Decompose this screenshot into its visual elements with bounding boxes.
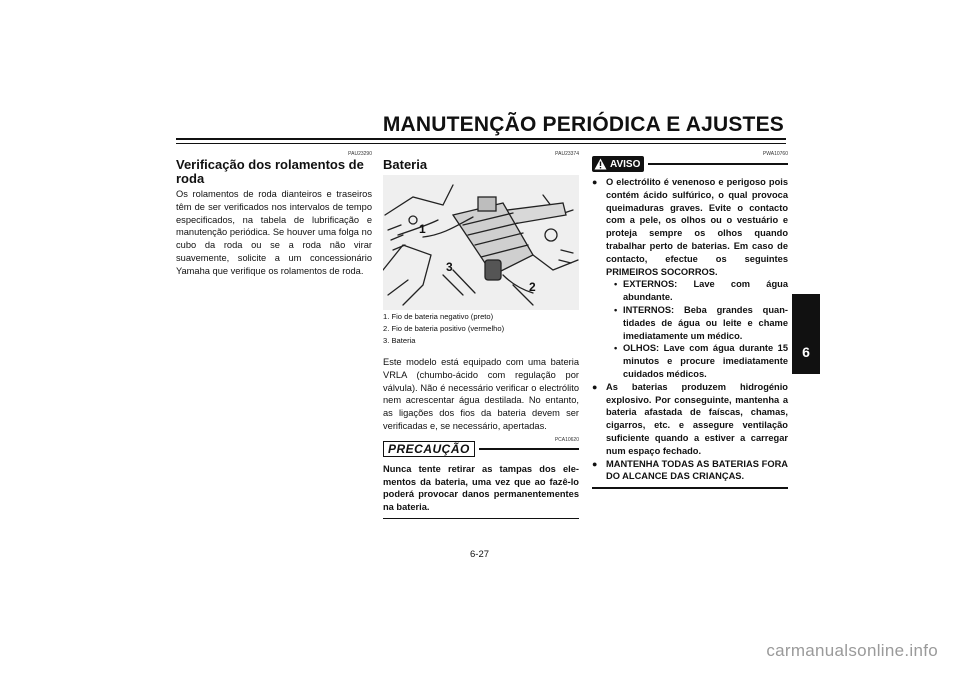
- sub-mark: •: [614, 304, 618, 315]
- callout-2: 2: [529, 280, 536, 294]
- caution-rule: [479, 448, 579, 450]
- warning-badge: [592, 156, 644, 172]
- column-warning: [592, 150, 788, 489]
- sub-text: EXTERNOS: Lave com água abundante.: [623, 279, 788, 303]
- battery-figure: [383, 175, 579, 310]
- column-battery: [383, 150, 579, 519]
- page-number: 6-27: [470, 549, 490, 560]
- warning-bullet: [592, 176, 788, 278]
- caption-item: 1. Fio de bateria negativo (preto): [383, 312, 494, 321]
- warning-end-rule: [592, 487, 788, 489]
- title-rule: [176, 138, 786, 140]
- bullet-mark: ●: [592, 458, 598, 469]
- bullet-text: As baterias produzem hidrogénio explosivo. Por conseguinte, mantenha a bateria afastada de faíscas, chamas, cigarros, etc. e assegure ventilação suficiente quando a estiver a carregar num espaço fechado.: [606, 381, 788, 456]
- warning-subitem: [592, 342, 788, 380]
- caution-label: PRECAUÇÃO: [383, 441, 475, 457]
- warning-code: PWA10760: [762, 151, 788, 157]
- warning-subitem: [592, 304, 788, 342]
- sub-mark: •: [614, 279, 618, 290]
- warning-subitem: [592, 278, 788, 304]
- warning-header: [592, 156, 788, 172]
- watermark: carmanualsonline.info: [766, 641, 938, 660]
- figure-captions: [383, 311, 579, 347]
- section-code: PAU23290: [348, 151, 372, 157]
- heading-line-1: Verificação dos rolamentos de: [176, 157, 364, 172]
- column-wheel-bearings: [176, 150, 372, 278]
- bullet-mark: ●: [592, 381, 598, 392]
- warning-bullet: [592, 381, 788, 458]
- bullet-mark: ●: [592, 177, 598, 187]
- warning-label: AVISO: [610, 158, 641, 170]
- heading-line-2: roda: [176, 171, 205, 186]
- callout-1: 1: [419, 222, 426, 236]
- sub-text: INTERNOS: Beba grandes quantidades de água ou leite e chame imediatamente um médico.: [623, 304, 788, 341]
- battery-body: Este modelo está equipado com uma bateria VRLA (chumbo-ácido com regulação por válvula). Não é necessário verificar o electrólito nem acrescentar água destilada. No entanto, as ligações dos fios da bateria devem ser verificadas e, se necessário, apertadas.: [383, 357, 579, 431]
- caption-item: 2. Fio de bateria positivo (vermelho): [383, 324, 505, 333]
- section-heading: [176, 158, 372, 186]
- battery-illustration: [383, 175, 579, 310]
- warning-rule: [648, 163, 788, 165]
- title-rule-thin: [176, 143, 786, 144]
- warning-bullet: [592, 458, 788, 484]
- chapter-tab: 6: [792, 294, 820, 374]
- bullet-text: MANTENHA TODAS AS BATERIAS FORA DO ALCANCE DAS CRIANÇAS.: [606, 458, 788, 482]
- caution-code: PCA10620: [554, 436, 579, 443]
- callout-3: 3: [446, 260, 453, 274]
- section-heading: Bateria: [383, 157, 428, 172]
- section-body: Os rolamentos de roda dianteiros e traseiros têm de ser verificados nos intervalos de tempo especificados, na tabela de lubrificação e manutenção periódica. Se houver uma folga no cubo da roda ou se a roda não virar suavemente, solicite a um concessionário Yamaha que verifique os rolamentos de roda.: [176, 189, 372, 276]
- bullet-text: O electrólito é venenoso e perigoso pois contém ácido sulfúrico, o qual provoca queimaduras graves. Evite o contacto com a pele, os olhos ou o vestuário e proteja sempre os olhos quando trabalhar perto de baterias. Em caso de contacto, efectue os seguintes PRIMEIROS SOCORROS.: [606, 177, 788, 277]
- caption-item: 3. Bateria: [383, 336, 416, 345]
- section-code: PAU23374: [555, 151, 579, 157]
- warning-triangle-icon: [594, 158, 607, 170]
- caution-text: Nunca tente retirar as tampas dos elementos da bateria, uma vez que ao fazê-lo poderá provocar danos permanentementes na bateria.: [383, 463, 579, 513]
- warning-list: [592, 176, 788, 483]
- sub-mark: •: [614, 343, 618, 354]
- sub-text: OLHOS: Lave com água durante 15 minutos e procure imediatamente cuidados médicos.: [623, 343, 788, 379]
- caution-header: [383, 441, 579, 457]
- page-title: MANUTENÇÃO PERIÓDICA E AJUSTES: [382, 113, 784, 136]
- caution-end-rule: [383, 518, 579, 520]
